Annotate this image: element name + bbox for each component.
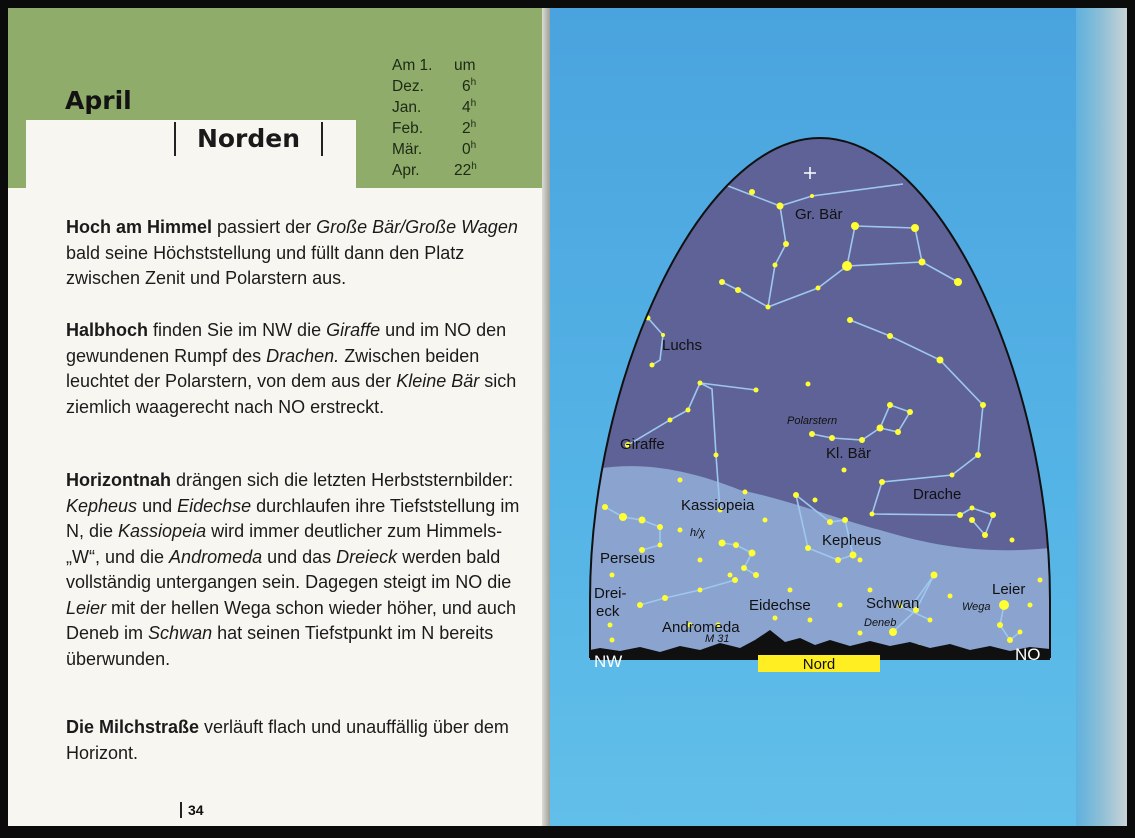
label-leier: Leier [992,581,1026,598]
star [842,468,847,473]
star [698,558,703,563]
star [743,490,748,495]
label-polarstern: Polarstern [787,415,838,427]
star [970,506,975,511]
emphasis-italic: Kepheus [66,495,138,516]
star [698,588,703,593]
star [957,512,963,518]
star [714,453,719,458]
star [678,478,683,483]
star [610,573,615,578]
star [859,437,865,443]
star [741,565,747,571]
star [608,623,613,628]
page-number: 34 [180,802,204,818]
star [766,305,771,310]
star [850,552,857,559]
star [763,518,768,523]
label-eidechse: Eidechse [749,597,811,614]
label-deneb: Deneb [864,617,897,629]
text-run: mit der hellen Wega schon wieder höher, und auch Deneb im [66,597,516,643]
star [895,429,901,435]
text-run: passiert der [212,217,317,237]
time-table-hour: 6$^h$ [462,76,477,95]
star [754,388,759,393]
star [1010,538,1015,543]
time-table-hour: 22$^h$ [454,160,477,179]
star [887,333,893,339]
time-table-hour: 4$^h$ [462,97,477,116]
star [793,492,799,498]
time-table-header-date: Am 1. [392,57,433,74]
star [858,631,863,636]
label-gr-baer: Gr. Bär [795,206,843,223]
star [732,577,738,583]
star [954,278,962,286]
star [1038,578,1043,583]
star [777,203,784,210]
star [809,431,815,437]
emphasis-italic: Leier [66,597,107,618]
horizon-label-no: NO [1015,645,1041,664]
label-drache: Drache [913,486,962,503]
text-run: und [137,495,178,516]
time-table-hour: 2$^h$ [462,118,477,137]
star [662,595,668,601]
star [728,573,733,578]
star [753,572,759,578]
label-schwan: Schwan [866,595,920,612]
star [610,638,615,643]
label-h-chi: h/χ [690,527,706,539]
month-title: April [65,86,132,115]
star [990,512,996,518]
time-table-hour: 0$^h$ [462,139,477,158]
text-run: verläuft flach und unauffällig über dem Horizont. [66,717,509,763]
star [969,517,975,523]
star [602,504,608,510]
horizon-label-nord: Nord [802,656,836,673]
star [678,528,683,533]
star [907,409,913,415]
star [637,602,643,608]
star [619,513,627,521]
text-run: und das [262,546,337,567]
star [997,622,1003,628]
star [950,473,955,478]
label-kepheus: Kepheus [822,532,882,549]
time-table-hour-unit: h [470,97,477,109]
time-table-header-time: um [454,57,476,74]
star [735,287,741,293]
text-run: finden Sie im NW die [148,320,327,340]
star [879,479,885,485]
star [808,618,813,623]
star [773,263,778,268]
star [805,545,811,551]
text-run: bald seine Höchststellung und füllt dann den Platz zwischen Zenit und Polarstern aus. [66,242,465,288]
star [948,594,953,599]
emphasis-italic: Dreieck [336,546,398,567]
label-dreieck-1: Drei- [594,585,627,602]
time-table-month: Jan. [392,99,422,116]
emphasis-italic: Eidechse [177,495,252,516]
text-run: sich ziemlich waagerecht nach NO erstreckt. [66,371,517,417]
star [1018,630,1023,635]
star [783,241,789,247]
time-table-month: Dez. [392,78,424,95]
time-table-month: Apr. [392,162,420,179]
emphasis-italic: Giraffe [326,320,381,340]
emphasis-italic: Kassiopeia [118,521,207,541]
star [658,543,663,548]
star [999,600,1009,610]
emphasis-bold: Hoch am Himmel [66,217,213,237]
star [788,588,793,593]
star [870,512,875,517]
star [721,182,726,187]
direction-title: Norden [174,122,323,156]
star [749,550,756,557]
star [806,382,811,387]
label-andromeda: Andromeda [662,619,740,636]
star [1007,637,1013,643]
star [937,357,944,364]
star [827,519,833,525]
star [887,402,893,408]
star [733,542,739,548]
label-perseus: Perseus [600,550,656,567]
star [835,557,841,563]
star [842,261,852,271]
star [773,616,778,621]
emphasis-bold: Die Milchstraße [66,717,200,737]
time-table-month: Feb. [392,120,424,137]
star [980,402,986,408]
time-table-month: Mär. [392,141,423,158]
star [838,603,843,608]
star [982,532,988,538]
star [686,408,691,413]
star [810,194,814,198]
time-table-hour-unit: h [471,160,477,172]
text-run: werden bald vollständig untergangen sein. Dagegen steigt im NO die [66,546,512,592]
text-run: und im NO den gewundenen Rumpf des [66,320,507,366]
emphasis-italic: Schwan [148,623,213,643]
star [639,517,646,524]
time-table-hour-unit: h [470,139,477,151]
label-dreieck-2: eck [596,603,620,620]
star [919,259,926,266]
star [911,224,919,232]
text-run: Zwischen beiden leuchtet der Polarstern, von dem aus der [66,345,480,391]
star [719,540,726,547]
star [829,435,835,441]
emphasis-italic: Große Bär/Große Wagen [316,217,518,237]
label-giraffe: Giraffe [620,436,665,453]
star [975,452,981,458]
text-run: drängen sich die letzten Herbststernbilder: [171,470,514,490]
text-run: wird immer deutlicher zum Himmels-„W“, und die [66,521,503,567]
star [851,222,859,230]
emphasis-italic: Drachen. [266,345,340,366]
emphasis-italic: Andromeda [169,546,263,567]
star [816,286,821,291]
time-table-hour-unit: h [470,76,477,88]
star [749,189,755,195]
label-luchs: Luchs [662,337,703,354]
text-run: durchlaufen ihre Tiefststellung im N, die [66,495,520,541]
star [858,558,863,563]
star [847,317,853,323]
emphasis-italic: Kleine Bär [396,371,480,391]
star [931,572,938,579]
label-wega: Wega [962,601,991,613]
star [698,381,703,386]
star [842,517,848,523]
star [668,418,673,423]
star [813,498,818,503]
time-table-hour-unit: h [470,118,477,130]
star [928,618,933,623]
star [657,524,663,530]
label-m31: M 31 [705,633,730,645]
star [889,628,897,636]
star [719,279,725,285]
star [868,588,873,593]
label-kl-baer: Kl. Bär [826,445,872,462]
star [650,363,655,368]
text-run: hat seinen Tiefstpunkt im N bereits überwunden. [66,623,494,669]
emphasis-bold: Horizontnah [66,470,171,490]
star [877,425,884,432]
emphasis-bold: Halbhoch [66,320,149,340]
label-kassiopeia: Kassiopeia [681,497,755,514]
horizon-label-nw: NW [594,652,623,671]
star [1028,603,1033,608]
